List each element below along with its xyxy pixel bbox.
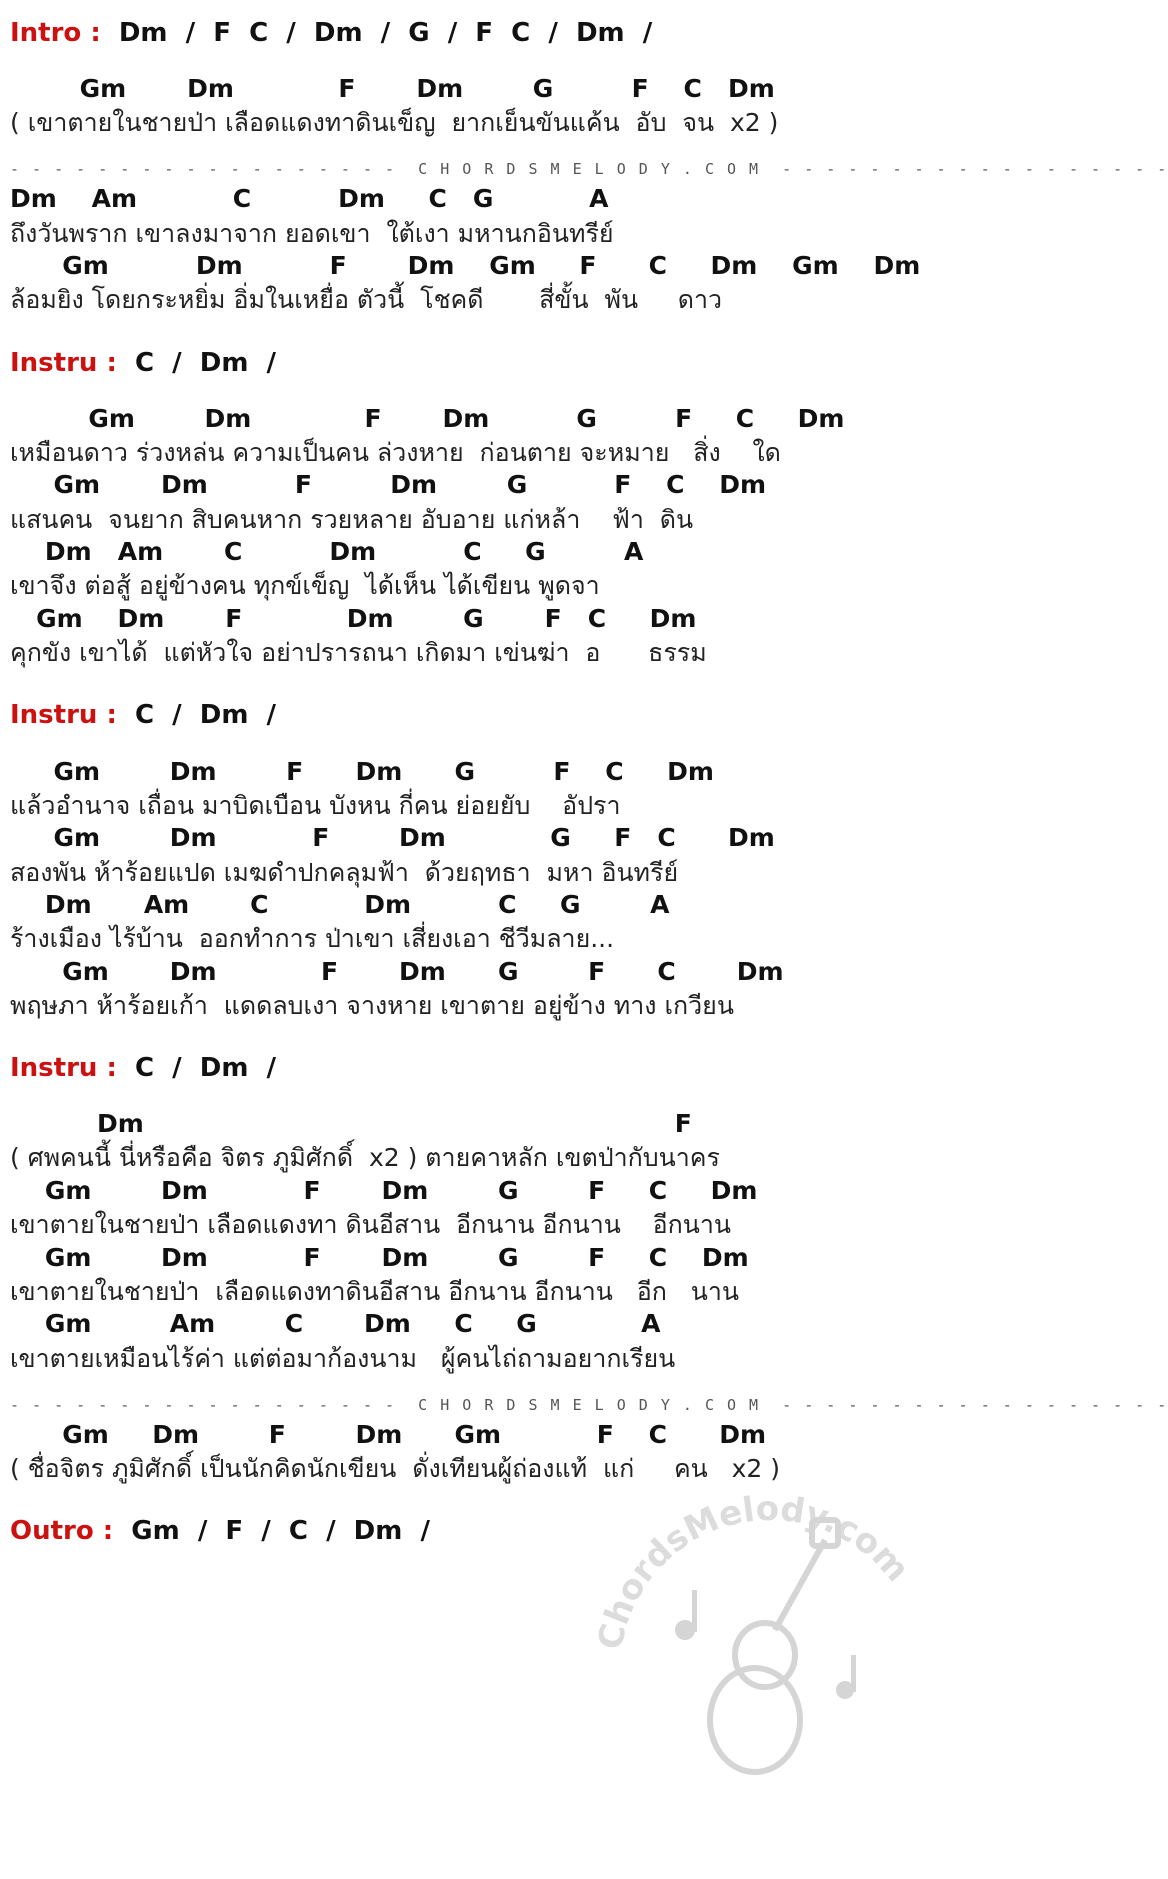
instru-line: [10, 348, 276, 378]
section-label: Instru :: [10, 348, 117, 378]
chord-line: Dm F: [10, 1109, 692, 1138]
chord-line: Gm Dm F Dm Gm F C Dm: [10, 1420, 767, 1449]
lyric-line: ถึงวันพราก เขาลงมาจาก ยอดเขา ใต้เงา มหานกอินทรีย์: [10, 219, 614, 248]
chord-line: Dm Am C Dm C G A: [10, 890, 670, 919]
chord-line: Gm Dm F Dm G F C Dm: [10, 1176, 758, 1205]
outro-chords: Gm / F / C / Dm /: [113, 1516, 430, 1546]
instru-chords: C / Dm /: [116, 1053, 277, 1083]
section-label: Outro :: [10, 1516, 114, 1546]
instru-line: [10, 700, 276, 730]
lyric-line: สองพัน ห้าร้อยแปด เมฆดำปกคลุมฟ้า ด้วยฤทธา มหา อินทรีย์: [10, 858, 679, 887]
lyric-line: แสนคน จนยาก สิบคนหาก รวยหลาย อับอาย แก่หล้า ฟ้า ดิน: [10, 505, 694, 534]
chord-line: Gm Dm F Dm G F C Dm: [10, 757, 714, 786]
instru-chords: C / Dm /: [116, 700, 277, 730]
separator-line: - - - - - - - - - - - - - - - - - - C H O R D S M E L O D Y . C O M - - - - - - - - - - - - - - - - - -: [10, 160, 1168, 178]
lyric-line: เหมือนดาว ร่วงหล่น ความเป็นคน ล่วงหาย ก่อนตาย จะหมาย สิ่ง ใด: [10, 438, 781, 467]
lyric-line: เขาตายเหมือนไร้ค่า แต่ต่อมาก้องนาม ผู้คนไถ่ถามอยากเรียน: [10, 1344, 676, 1373]
chord-line: Dm Am C Dm C G A: [10, 184, 609, 213]
watermark-text: ChordsMelody.com: [590, 1488, 918, 1654]
lyric-line: ( ศพคนนี้ นี่หรือคือ จิตร ภูมิศักดิ์ x2 ) ตายคาหลัก เขตป่ากับนาคร: [10, 1143, 720, 1172]
section-label: Instru :: [10, 1053, 117, 1083]
lyric-line: ( ชื่อจิตร ภูมิศักดิ์ เป็นนักคิดนักเขียน ดั่งเทียนผู้ถ่องแท้ แก่ คน x2 ): [10, 1454, 781, 1483]
separator-line: - - - - - - - - - - - - - - - - - - C H O R D S M E L O D Y . C O M - - - - - - - - - - - - - - - - - -: [10, 1396, 1168, 1414]
chord-line: Gm Dm F Dm G F C Dm: [10, 823, 775, 852]
outro-line: [10, 1516, 430, 1546]
lyric-line: ล้อมยิง โดยกระหยิ่ม อิ่มในเหยื่อ ตัวนี้ โชคดี สี่ขั้น พัน ดาว: [10, 285, 723, 314]
chord-line: Gm Dm F Dm Gm F C Dm Gm Dm: [10, 251, 921, 280]
lyric-line: แล้วอำนาจ เถื่อน มาบิดเบือน บังหน กี่คน ย่อยยับ อัปรา: [10, 791, 621, 820]
music-note-icon: [675, 1590, 856, 1699]
chord-line: Gm Dm F Dm G F C Dm: [10, 604, 697, 633]
chord-line: Gm Dm F Dm G F C Dm: [10, 957, 784, 986]
chord-line: Dm Am C Dm C G A: [10, 537, 644, 566]
watermark-logo: [580, 1480, 960, 1860]
section-label: Instru :: [10, 700, 117, 730]
intro-line: [10, 18, 652, 48]
lyric-line: ร้างเมือง ไร้บ้าน ออกทำการ ป่าเขา เสี่ยงเอา ชีวีมลาย...: [10, 924, 615, 953]
lyric-line: คุกขัง เขาได้ แต่หัวใจ อย่าปรารถนา เกิดมา เข่นฆ่า อ ธรรม: [10, 638, 707, 667]
instru-chords: C / Dm /: [116, 348, 277, 378]
lyric-line: เขาจึง ต่อสู้ อยู่ข้างคน ทุกข์เข็ญ ได้เห็น ได้เขียน พูดจา: [10, 571, 600, 600]
chord-line: Gm Dm F Dm G F C Dm: [10, 74, 775, 103]
lyric-line: ( เขาตายในชายป่า เลือดแดงทาดินเข็ญ ยากเย็นขันแค้น อับ จน x2 ): [10, 108, 779, 137]
chord-line: Gm Am C Dm C G A: [10, 1309, 661, 1338]
intro-chords: Dm / F C / Dm / G / F C / Dm /: [100, 18, 653, 48]
section-label: Intro :: [10, 18, 101, 48]
chord-line: Gm Dm F Dm G F C Dm: [10, 1243, 749, 1272]
lyric-line: เขาตายในชายป่า เลือดแดงทา ดินอีสาน อีกนาน อีกนาน อีกนาน: [10, 1210, 731, 1239]
chord-line: Gm Dm F Dm G F C Dm: [10, 470, 767, 499]
guitar-icon: [710, 1520, 838, 1772]
instru-line: [10, 1053, 276, 1083]
lyric-line: เขาตายในชายป่า เลือดแดงทาดินอีสาน อีกนาน อีกนาน อีก นาน: [10, 1277, 739, 1306]
chord-line: Gm Dm F Dm G F C Dm: [10, 404, 845, 433]
lyric-line: พฤษภา ห้าร้อยเก้า แดดลบเงา จางหาย เขาตาย อยู่ข้าง ทาง เกวียน: [10, 991, 734, 1020]
